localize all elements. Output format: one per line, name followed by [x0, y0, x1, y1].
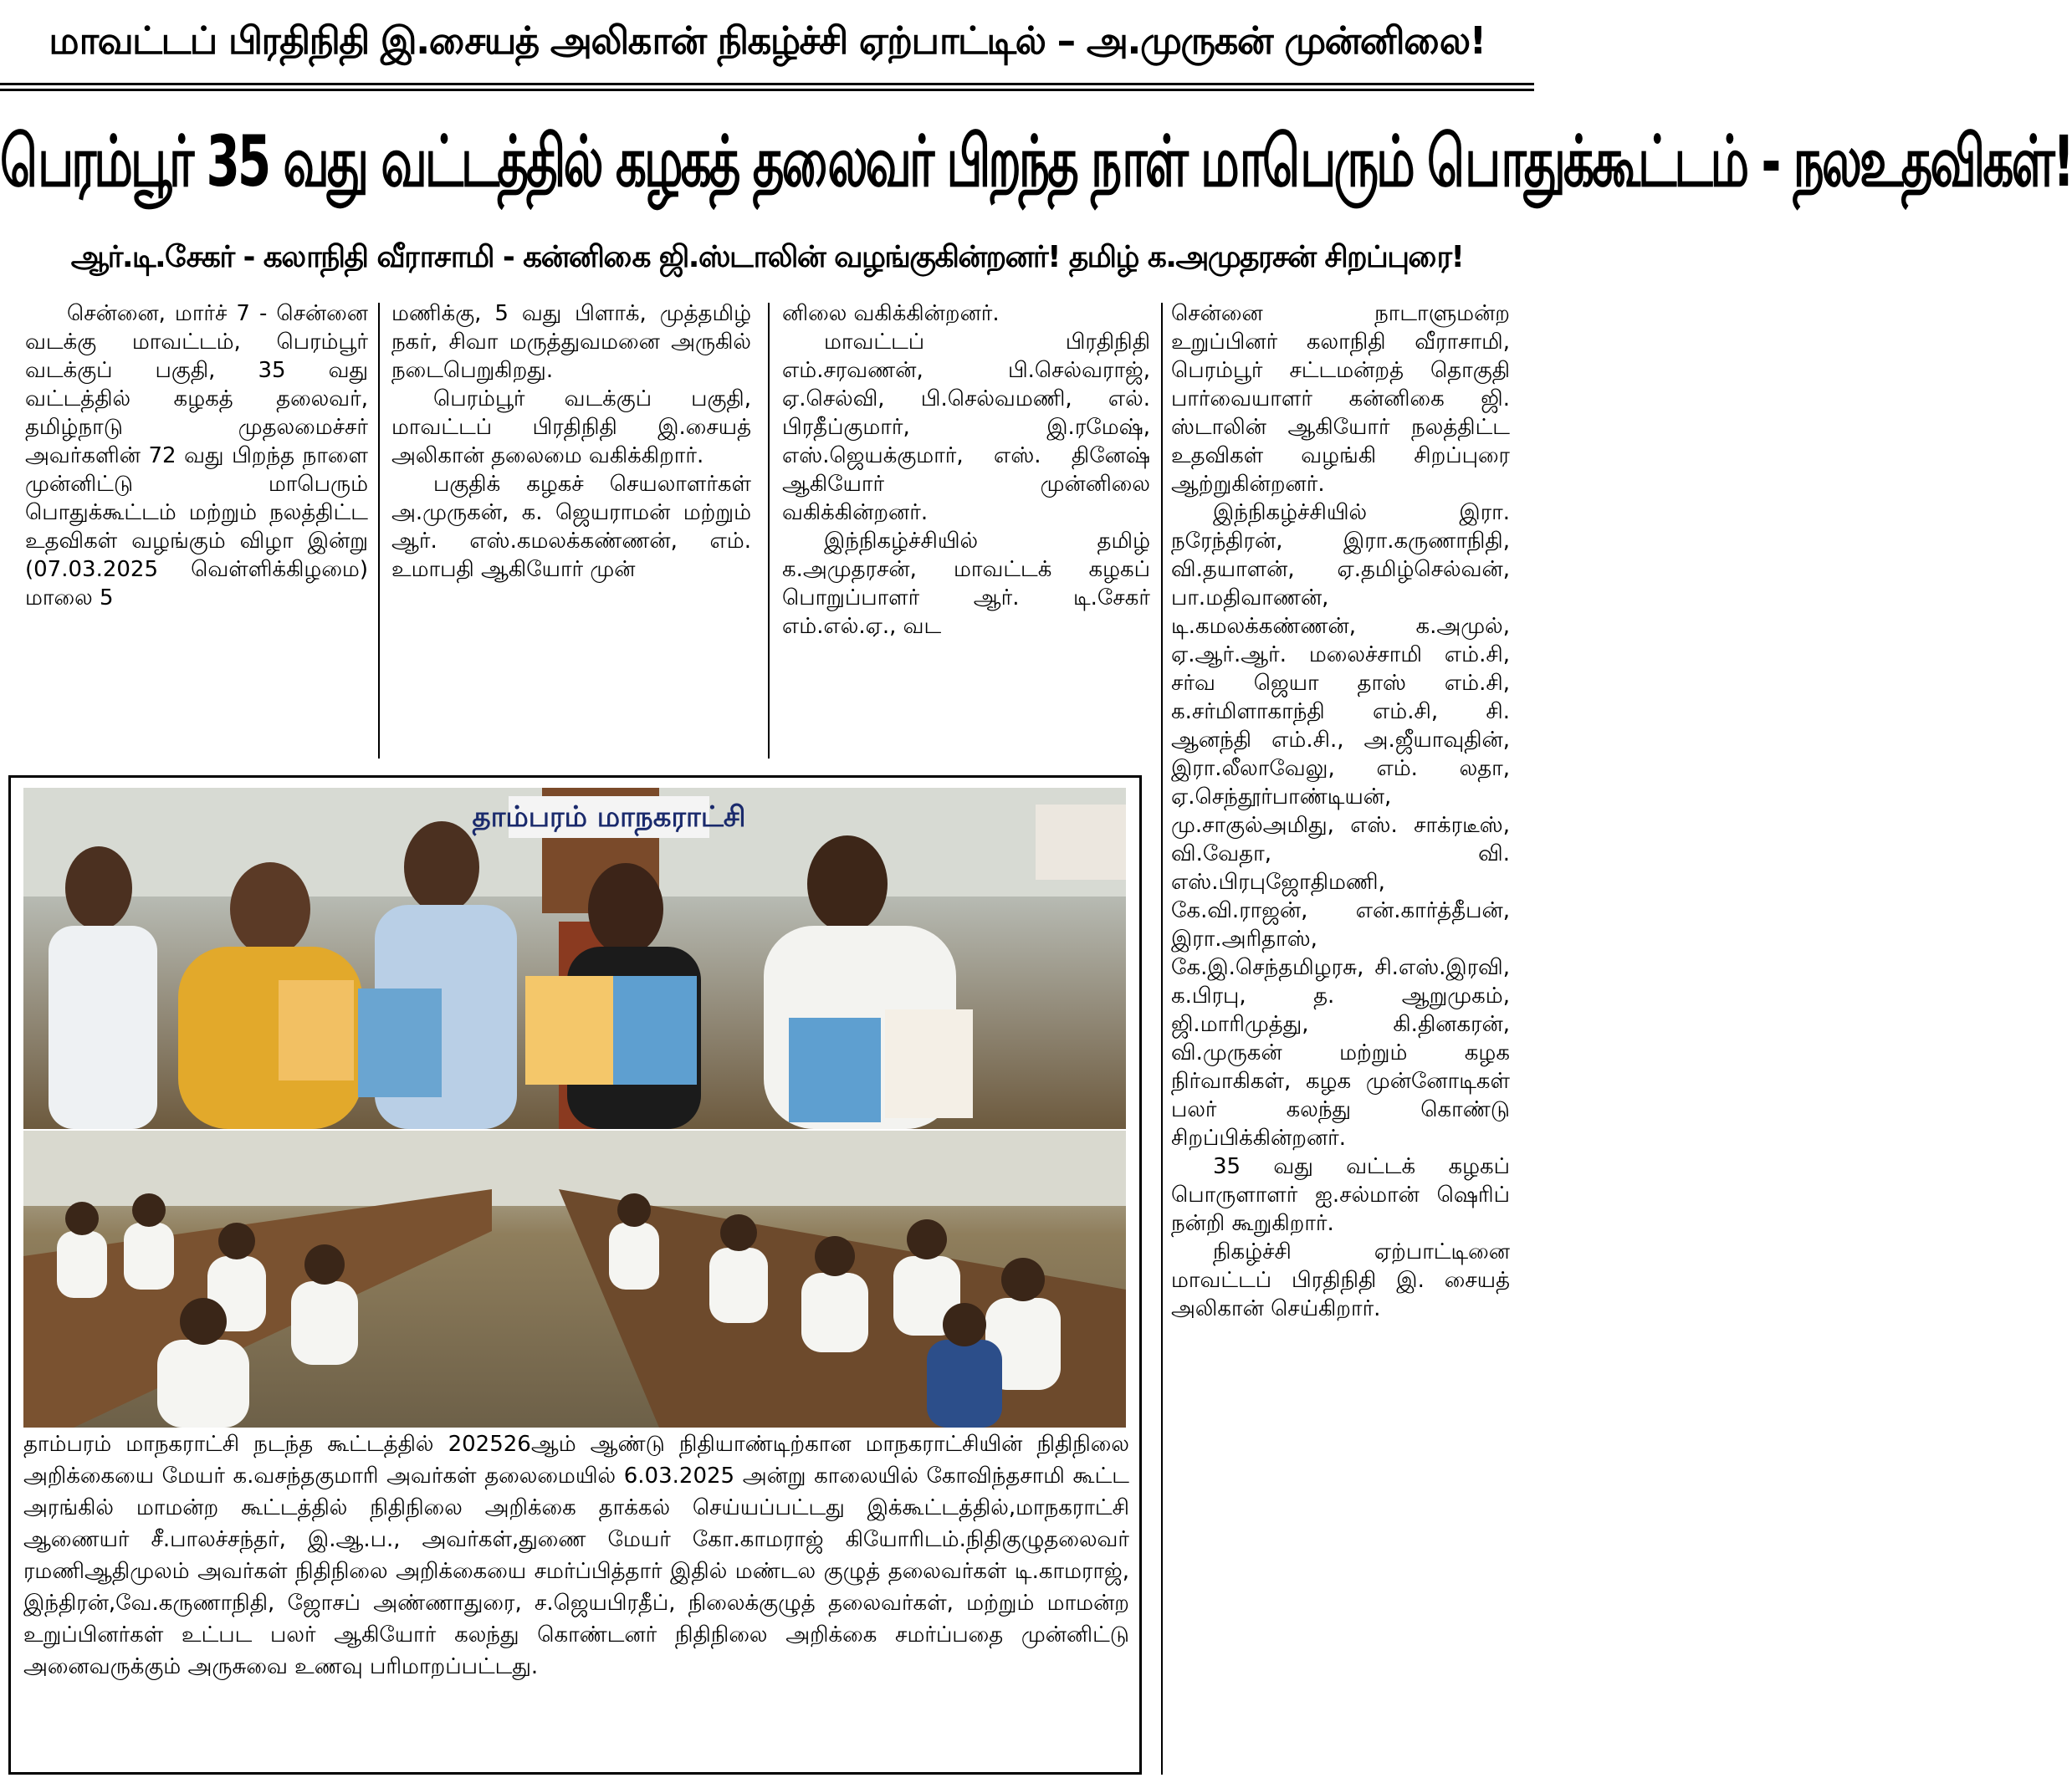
- photo-illustration: [23, 788, 1126, 1129]
- article-column-1: [25, 299, 368, 612]
- main-headline: பெரம்பூர் 35 வது வட்டத்தில் கழகத் தலைவர் பிறந்த நாள் மாபெரும் பொதுக்கூட்டம் - நலஉதவிகள்!: [0, 120, 2072, 203]
- photo-budget-release: [23, 788, 1126, 1129]
- photo-feature: [8, 775, 1142, 1775]
- paragraph: 35 வது வட்டக் கழகப் பொருளாளர் ஐ.சல்மான் ஷெரிப் நன்றி கூறுகிறார்.: [1171, 1154, 1510, 1236]
- paragraph: இந்நிகழ்ச்சியில் இரா. நரேந்திரன், இரா.கருணாநிதி, வி.தயாளன், ஏ.தமிழ்செல்வன், பா.மதிவாணன், டி.கமலக்கண்ணன், க.அமுல், ஏ.ஆர்.ஆர். மலைச்சாமி எம்.சி, சர்வ ஜெயா தாஸ் எம்.சி, க.சர்மிளாகாந்தி எம்.சி, சி. ஆனந்தி எம்.சி., அ.ஜீயாவுதின், இரா.லீலாவேலு, எம். லதா, ஏ.செந்தூர்பாண்டியன், மு.சாகுல்அமிது, எஸ். சாக்ரடீஸ், வி.வேதா, வி. எஸ்.பிரபுஜோதிமணி, கே.வி.ராஜன், என்.கார்த்தீபன், இரா.அரிதாஸ், கே.இ.செந்தமிழரசு, சி.எஸ்.இரவி, க.பிரபு, த. ஆறுமுகம், ஜி.மாரிமுத்து, கி.தினகரன், வி.முருகன் மற்றும் கழக நிர்வாகிகள், கழக முன்னோடிகள் பலர் கலந்து கொண்டு சிறப்பிக்கின்றனர்.: [1171, 500, 1510, 1151]
- photo-illustration: [23, 1131, 1126, 1428]
- article-column-2: [391, 299, 751, 584]
- banner-text: தாம்பரம் மாநகராட்சி: [472, 800, 746, 834]
- photo-caption: தாம்பரம் மாநகராட்சி நடந்த கூட்டத்தில் 202526ஆம் ஆண்டு நிதியாண்டிற்கான மாநகராட்சியின் நிதிநிலை அறிக்கையை மேயர் க.வசந்தகுமாரி அவர்கள் தலைமையில் 6.03.2025 அன்று காலையில் கோவிந்தசாமி கூட்ட அரங்கில் மாமன்ற கூட்டத்தில் நிதிநிலை அறிக்கை தாக்கல் செய்யப்பட்டது இக்கூட்டத்தில்,மாநகராட்சி ஆணையர் சீ.பாலச்சந்தர், இ.ஆ.ப., அவர்கள்,துணை மேயர் கோ.காமராஜ் கியோரிடம்.நிதிகுழுதலைவர் ரமணிஆதிமுலம் அவர்கள் நிதிநிலை அறிக்கையை சமர்ப்பித்தார் இதில் மண்டல குழுத் தலைவர்கள் டி.காமராஜ், இந்திரன்,வே.கருணாநிதி, ஜோசப் அண்ணாதுரை, ச.ஜெயபிரதீப், நிலைக்குழுத் தலைவர்கள், மற்றும் மாமன்ற உறுப்பினர்கள் உட்பட பலர் ஆகியோர் கலந்து கொண்டனர் நிதிநிலை அறிக்கை சமர்ப்பதை முன்னிட்டு அனைவருக்கும் அருசுவை உணவு பரிமாறப்பட்டது.: [23, 1432, 1129, 1679]
- sub-headline: ஆர்.டி.சேகர் - கலாநிதி வீராசாமி - கன்னிகை ஜி.ஸ்டாலின் வழங்குகின்றனர்! தமிழ் க.அமுதரசன் சிறப்புரை!: [70, 240, 1464, 274]
- column-divider: [378, 303, 380, 759]
- kicker-headline: மாவட்டப் பிரதிநிதி இ.சையத் அலிகான் நிகழ்ச்சி ஏற்பாட்டில் – அ.முருகன் முன்னிலை!: [49, 18, 1486, 63]
- column-divider: [1161, 303, 1163, 1775]
- article-column-4: [1171, 299, 1510, 1323]
- paragraph: நிகழ்ச்சி ஏற்பாட்டினை மாவட்டப் பிரதிநிதி இ. சையத் அலிகான் செய்கிறார்.: [1171, 1239, 1510, 1321]
- article-column-3: [782, 299, 1150, 641]
- photo-council-meeting: [23, 1131, 1126, 1428]
- paragraph: சென்னை நாடாளுமன்ற உறுப்பினர் கலாநிதி வீராசாமி, பெரம்பூர் சட்டமன்றத் தொகுதி பார்வையாளர் கன்னிகை ஜி. ஸ்டாலின் ஆகியோர் நலத்திட்ட உதவிகள் வழங்கி சிறப்புரை ஆற்றுகின்றனர்.: [1171, 301, 1510, 497]
- paragraph: பெரம்பூர் வடக்குப் பகுதி, மாவட்டப் பிரதிநிதி இ.சையத் அலிகான் தலைமை வகிக்கிறார்.: [391, 386, 751, 468]
- paragraph: மணிக்கு, 5 வது பிளாக், முத்தமிழ் நகர், சிவா மருத்துவமனை அருகில் நடைபெறுகிறது.: [391, 301, 751, 383]
- paragraph: னிலை வகிக்கின்றனர்.: [782, 301, 1000, 326]
- paragraph: சென்னை, மார்ச் 7 - சென்னை வடக்கு மாவட்டம், பெரம்பூர் வடக்குப் பகுதி, 35 வது வட்டத்தில் கழகத் தலைவர், தமிழ்நாடு முதலமைச்சர் அவர்களின் 72 வது பிறந்த நாளை முன்னிட்டு மாபெரும் பொதுக்கூட்டம் மற்றும் நலத்திட்ட உதவிகள் வழங்கும் விழா இன்று (07.03.2025 வெள்ளிக்கிழமை) மாலை 5: [25, 301, 368, 610]
- paragraph: பகுதிக் கழகச் செயலாளர்கள் அ.முருகன், க. ஜெயராமன் மற்றும் ஆர். எஸ்.கமலக்கண்ணன், எம். உமாபதி ஆகியோர் முன்: [391, 472, 751, 582]
- paragraph: இந்நிகழ்ச்சியில் தமிழ் க.அமுதரசன், மாவட்டக் கழகப் பொறுப்பாளர் ஆர். டி.சேகர் எம்.எல்.ஏ., வட: [782, 529, 1150, 639]
- paragraph: மாவட்டப் பிரதிநிதி எம்.சரவணன், பி.செல்வராஜ், ஏ.செல்வி, பி.செல்வமணி, எல். பிரதீப்குமார், இ.ரமேஷ், எஸ்.ஜெயக்குமார், எஸ். தினேஷ் ஆகியோர் முன்னிலை வகிக்கின்றனர்.: [782, 330, 1150, 525]
- column-divider: [768, 303, 770, 759]
